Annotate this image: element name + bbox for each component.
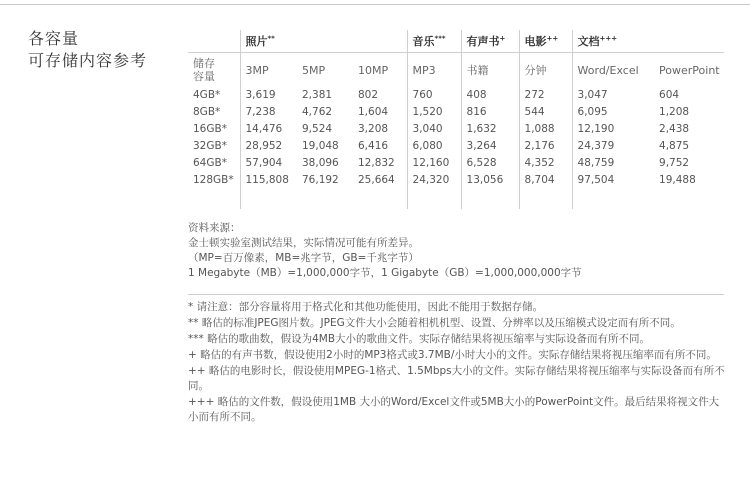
sources-line: （MP=百万像素，MB=兆字节，GB=千兆字节）	[188, 252, 419, 264]
capacity-cell: 4GB*	[193, 89, 221, 101]
value-cell: 6,095	[572, 104, 654, 121]
column-header: 5MP	[302, 63, 326, 77]
value-cell: 2,176	[519, 138, 572, 155]
value-cell: 48,759	[572, 155, 654, 172]
value-cell: 4,352	[519, 155, 572, 172]
footnote: + 略估的有声书数，假设使用2小时的MP3格式或3.7MB/小时大小的文件。实际存储结果将视压缩率而有所不同。	[188, 349, 717, 361]
value-cell: 3,047	[572, 87, 654, 104]
value-cell: 12,160	[407, 155, 461, 172]
table-row	[188, 104, 724, 121]
value-cell: 12,832	[358, 157, 395, 169]
page-title-line1: 各容量	[28, 29, 80, 48]
value-cell: 1,088	[519, 121, 572, 138]
group-header-photos: 照片**	[240, 30, 407, 53]
sources-line: 金士顿实验室测试结果，实际情况可能有所差异。	[188, 237, 419, 249]
table-bottom-spacer	[188, 189, 724, 209]
value-cell: 816	[461, 104, 519, 121]
footnotes	[188, 300, 728, 426]
page-title	[28, 28, 178, 72]
value-cell: 3,208	[358, 123, 389, 135]
value-cell: 4,762	[302, 106, 333, 118]
value-cell: 1,208	[659, 106, 690, 118]
value-cell: 760	[407, 87, 461, 104]
value-cell: 4,875	[659, 140, 690, 152]
sources-heading: 资料来源：	[188, 222, 241, 234]
value-cell: 6,528	[461, 155, 519, 172]
top-divider	[0, 4, 750, 5]
footnote: * 请注意：部分容量将用于格式化和其他功能使用，因此不能用于数据存储。	[188, 301, 544, 313]
value-cell: 24,379	[572, 138, 654, 155]
value-cell: 9,752	[659, 157, 690, 169]
capacity-header: 储存 容量	[193, 57, 215, 83]
value-cell: 3,619	[240, 87, 297, 104]
value-cell: 604	[659, 89, 680, 101]
sources-line: 1 Megabyte（MB）=1,000,000字节，1 Gigabyte（GB）=1,000,000,000字节	[188, 267, 582, 279]
value-cell: 28,952	[240, 138, 297, 155]
value-cell: 9,524	[302, 123, 333, 135]
group-header-audiobooks: 有声书+	[461, 30, 519, 53]
footnote: +++ 略估的文件数，假设使用1MB 大小的Word/Excel文件或5MB大小的PowerPoint文件。最后结果将视文件大小而有所不同。	[188, 396, 720, 423]
value-cell: 2,381	[302, 89, 333, 101]
value-cell: 24,320	[407, 172, 461, 189]
notes-divider	[188, 294, 724, 295]
footnote: ** 略估的标准JPEG图片数。JPEG文件大小会随着相机机型、设置、分辨率以及压缩模式设定而有所不同。	[188, 317, 681, 329]
capacity-cell: 64GB*	[193, 157, 227, 169]
capacity-cell: 128GB*	[193, 174, 234, 186]
table-row	[188, 172, 724, 189]
value-cell: 6,416	[358, 140, 389, 152]
column-header: 书籍	[461, 53, 519, 88]
column-header: PowerPoint	[659, 63, 720, 77]
group-header-movies: 电影++	[519, 30, 572, 53]
column-header-row	[188, 53, 724, 88]
value-cell: 97,504	[572, 172, 654, 189]
value-cell: 3,040	[407, 121, 461, 138]
capacity-cell: 16GB*	[193, 123, 227, 135]
value-cell: 14,476	[240, 121, 297, 138]
value-cell: 7,238	[240, 104, 297, 121]
footnote: ++ 略估的电影时长，假设使用MPEG-1格式、1.5Mbps大小的文件。实际存储结果将视压缩率与实际设备而有所不同。	[188, 365, 725, 392]
capacity-cell: 32GB*	[193, 140, 227, 152]
table-row	[188, 121, 724, 138]
value-cell: 3,264	[461, 138, 519, 155]
value-cell: 38,096	[302, 157, 339, 169]
column-header: 3MP	[240, 53, 297, 88]
value-cell: 57,904	[240, 155, 297, 172]
column-header: MP3	[407, 53, 461, 88]
value-cell: 25,664	[358, 174, 395, 186]
value-cell: 8,704	[519, 172, 572, 189]
value-cell: 1,604	[358, 106, 389, 118]
page-title-line2: 可存储内容参考	[28, 51, 148, 70]
capacity-cell: 8GB*	[193, 106, 221, 118]
table-row	[188, 87, 724, 104]
group-header-music: 音乐***	[407, 30, 461, 53]
group-header-documents: 文档+++	[572, 30, 724, 53]
column-header: 10MP	[358, 63, 389, 77]
value-cell: 802	[358, 89, 379, 101]
value-cell: 272	[519, 87, 572, 104]
value-cell: 115,808	[240, 172, 297, 189]
value-cell: 1,632	[461, 121, 519, 138]
value-cell: 76,192	[302, 174, 339, 186]
value-cell: 408	[461, 87, 519, 104]
value-cell: 1,520	[407, 104, 461, 121]
value-cell: 19,488	[659, 174, 696, 186]
table-row	[188, 155, 724, 172]
table-row	[188, 138, 724, 155]
value-cell: 544	[519, 104, 572, 121]
value-cell: 6,080	[407, 138, 461, 155]
group-header-row	[188, 30, 724, 53]
value-cell: 2,438	[659, 123, 690, 135]
sources-block	[188, 221, 724, 281]
column-header: Word/Excel	[572, 53, 654, 88]
capacity-table	[188, 30, 724, 209]
column-header: 分钟	[519, 53, 572, 88]
value-cell: 13,056	[461, 172, 519, 189]
value-cell: 12,190	[572, 121, 654, 138]
corner-cell	[188, 30, 240, 53]
value-cell: 19,048	[302, 140, 339, 152]
footnote: *** 略估的歌曲数，假设为4MB大小的歌曲文件。实际存储结果将视压缩率与实际设备而有所不同。	[188, 333, 651, 345]
